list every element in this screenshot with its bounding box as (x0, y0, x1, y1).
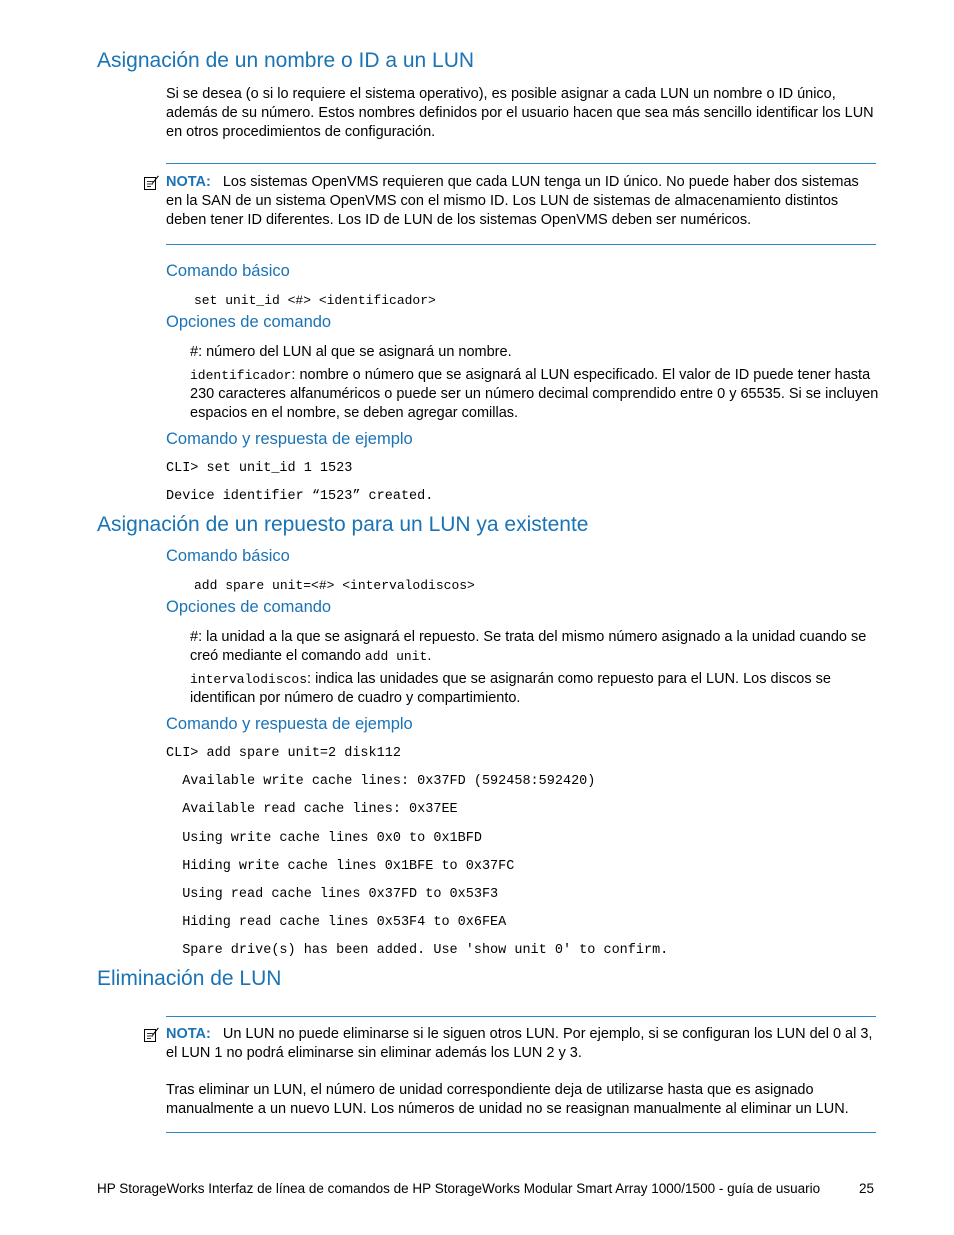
note-rule-bottom (166, 1132, 876, 1133)
section-title-delete-lun: Eliminación de LUN (97, 967, 282, 990)
basic-command-code: add spare unit=<#> <intervalodiscos> (194, 578, 475, 593)
example-line: Hiding read cache lines 0x53F4 to 0x6FEA (166, 915, 507, 930)
option-disk-range-text: : indica las unidades que se asignarán como repuesto para el LUN. Los discos se identifican por número de cuadro y compartimiento. (190, 671, 831, 706)
section1-intro: Si se desea (o si lo requiere el sistema operativo), es posible asignar a cada LUN un nombre o ID único, además de su número. Estos nombres definidos por el usuario hacen que sea más sencillo identificar los LUN en otros procedimientos de configuración. (166, 86, 874, 140)
option-identifier (190, 366, 880, 423)
basic-command-code: set unit_id <#> <identificador> (194, 293, 436, 308)
example-line: Using read cache lines 0x37FD to 0x53F3 (166, 887, 499, 902)
example-line: CLI> add spare unit=2 disk112 (166, 746, 401, 761)
option-number: #: número del LUN al que se asignará un nombre. (190, 344, 512, 360)
note-label: NOTA: (166, 174, 211, 190)
note-text: Los sistemas OpenVMS requieren que cada LUN tenga un ID único. No puede haber dos sistemas en la SAN de un sistema OpenVMS con el mismo ID. Los LUN de sistemas de almacenamiento distintos deben tener ID diferentes. Los ID de LUN de los sistemas OpenVMS deben ser numéricos. (166, 174, 859, 228)
section-title-assign-name: Asignación de un nombre o ID a un LUN (97, 49, 475, 72)
example-line: Using write cache lines 0x0 to 0x1BFD (166, 831, 482, 846)
example-line: CLI> set unit_id 1 1523 (166, 461, 353, 476)
example-line: Hiding write cache lines 0x1BFE to 0x37FC (166, 859, 515, 874)
example-line: Device identifier “1523” created. (166, 489, 434, 504)
option-identifier-text: : nombre o número que se asignará al LUN especificado. El valor de ID puede tener hasta 230 caracteres alfanuméricos o puede ser un número decimal comprendido entre 0 y 65535. Si se incluyen espacios en el nombre, se deben agregar comillas. (190, 367, 879, 421)
page-number: 25 (859, 1181, 875, 1196)
option-disk-range (190, 670, 880, 708)
note-icon (143, 174, 159, 191)
note-rule-top (166, 1016, 876, 1017)
command-options-heading: Opciones de comando (166, 313, 332, 331)
example-heading: Comando y respuesta de ejemplo (166, 430, 413, 448)
note-delete-lun-followup: Tras eliminar un LUN, el número de unidad correspondiente deja de utilizarse hasta que es asignado manualmente a un nuevo LUN. Los números de unidad no se reasignan manualmente al eliminar un LUN. (166, 1082, 849, 1117)
note-rule-top (166, 163, 876, 164)
option-disk-range-code: intervalodiscos (190, 672, 308, 687)
note-icon (143, 1026, 159, 1043)
basic-command-heading: Comando básico (166, 547, 290, 565)
section-title-assign-spare: Asignación de un repuesto para un LUN ya existente (97, 513, 589, 536)
option-unit-code: add unit (364, 649, 428, 664)
example-line: Available write cache lines: 0x37FD (592458:592420) (166, 774, 596, 789)
footer-text: HP StorageWorks Interfaz de línea de comandos de HP StorageWorks Modular Smart Array 1000/1500 - guía de usuario (97, 1181, 821, 1196)
note-label: NOTA: (166, 1026, 211, 1042)
example-line: Available read cache lines: 0x37EE (166, 802, 458, 817)
command-options-heading: Opciones de comando (166, 598, 332, 616)
option-unit-end: . (427, 648, 432, 664)
option-identifier-code: identificador (190, 368, 292, 383)
basic-command-heading: Comando básico (166, 262, 290, 280)
note-text: Un LUN no puede eliminarse si le siguen otros LUN. Por ejemplo, si se configuran los LUN del 0 al 3, el LUN 1 no podrá eliminarse sin eliminar además los LUN 2 y 3. (166, 1026, 873, 1061)
example-heading: Comando y respuesta de ejemplo (166, 715, 413, 733)
option-unit (190, 628, 880, 666)
option-unit-text: #: la unidad a la que se asignará el repuesto. Se trata del mismo número asignado a la unidad cuando se creó mediante el comando (190, 629, 867, 664)
example-line: Spare drive(s) has been added. Use 'show unit 0' to confirm. (166, 943, 669, 958)
note-delete-lun (166, 1025, 876, 1063)
note-openvms (166, 173, 876, 230)
note-rule-bottom (166, 244, 876, 245)
